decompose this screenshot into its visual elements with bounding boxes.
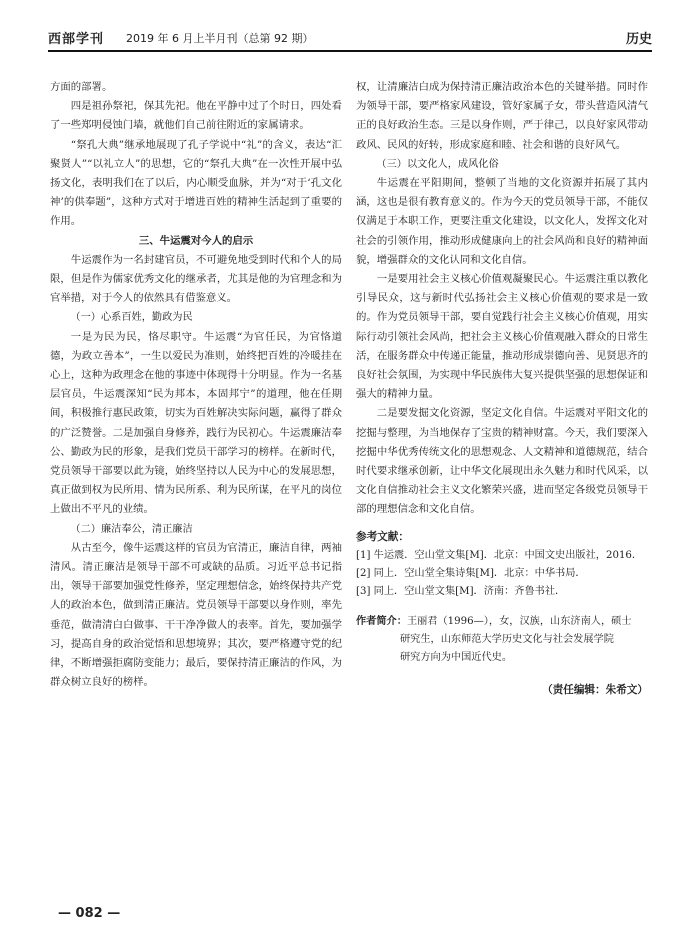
page-number: — 082 — <box>58 906 121 921</box>
subsection-heading: （三）以文化人，成风化俗 <box>376 158 499 170</box>
references-title: 参考文献： <box>356 530 409 543</box>
body-paragraph: “祭孔大典”继承地展现了孔子学说中“礼”的含义，表达“汇聚贤人”“以礼立人”的思想，它的“祭孔大典”在一次性开展中弘扬文化，表明我们在了以后，内心顺受血脉，并为“对于‘孔文化神’的供奉题”，这种方式对于增进百姓的精神生活起到了重要的作用。 <box>50 138 342 228</box>
body-paragraph: 四是祖孙祭祀，保其先祀。他在平静中过了个时日，四处看了一些郑明侵蚀门墙，就他们自己前往附近的家属请求。 <box>50 100 342 132</box>
author-bio-line: 研究方向为中国近代史。 <box>400 651 513 663</box>
body-paragraph: 从古至今，像牛运震这样的官员为官清正，廉洁自律，两袖清风。清正廉洁是领导干部不可或缺的品质。习近平总书记指出，领导干部要加强党性修养，坚定理想信念，始终保持共产党人的政治本色，做到清正廉洁。党员领导干部要以身作则，率先垂范，做清清白白做事、干干净净做人的表率。首先，要加强学习，提高自身的政治觉悟和思想境界；其次，要严格遵守党的纪律，不断增强拒腐防变能力；最后，要保持清正廉洁的作风，为群众树立良好的榜样。 <box>50 541 342 689</box>
reference-item: [3] 同上．空山堂文集[M]．济南：齐鲁书社． <box>356 585 566 597</box>
left-column <box>50 78 342 693</box>
subsection-heading: （一）心系百姓，勤政为民 <box>70 312 193 324</box>
section-heading: 三、牛运震对今人的启示 <box>138 234 254 247</box>
reference-item: [2] 同上．空山堂全集诗集[M]．北京：中华书局． <box>356 567 586 579</box>
author-bio-line: 研究生，山东师范大学历史文化与社会发展学院 <box>400 633 614 645</box>
body-paragraph: 牛运震作为一名封建官员，不可避免地受到时代和个人的局限，但是作为儒家优秀文化的继承者，尤其是他的为官理念和为官举措，对于今人的依然具有借鉴意义。 <box>50 253 342 305</box>
author-bio-label: 作者简介： <box>356 615 407 627</box>
issue-info: 2019 年 6 月上半月刊（总第 92 期） <box>126 32 314 45</box>
body-paragraph: 方面的部署。 <box>50 81 113 93</box>
journal-name: 西部学刊 <box>48 32 105 47</box>
reference-item: [1] 牛运震．空山堂文集[M]．北京：中国文史出版社，2016． <box>356 549 643 561</box>
body-paragraph: 一是为民为民，恪尽职守。牛运震“为官任民，为官恪道德，为政立善本”，一生以爱民为准则，始终把百姓的冷暖挂在心上，这种为政理念在他的事迹中体现得十分明显。作为一名基层官员，牛运震深知“民为邦本，本固邦宁”的道理，他在任期间，积极推行惠民政策，切实为百姓解决实际问题，赢得了群众的广泛赞誉。二是加强自身修养，践行为民初心。牛运震廉洁奉公、勤政为民的形象，是我们党员干部学习的榜样。在新时代，党员领导干部要以此为镜，始终坚持以人民为中心的发展思想，真正做到权为民所用、情为民所系、利为民所谋，在平凡的岗位上做出不平凡的业绩。 <box>50 330 342 516</box>
author-bio-line: 王丽君（1996—），女，汉族，山东济南人，硕士 <box>406 615 632 627</box>
right-column-body <box>356 78 648 520</box>
author-bio <box>356 613 648 667</box>
subsection-heading: （二）廉洁奉公，清正廉洁 <box>70 523 193 535</box>
editor-credit: （责任编辑：朱希文） <box>542 683 648 696</box>
body-paragraph: 权，让清廉洁白成为保持清正廉洁政治本色的关键举措。同时作为领导干部，要严格家风建设，管好家属子女，带头营造风清气正的良好政治生态。三是以身作则，严于律己，以良好家风带动政风、民风的好转，形成家庭和睦、社会和谐的良好风气。 <box>356 81 648 151</box>
body-paragraph: 一是要用社会主义核心价值观凝聚民心。牛运震注重以教化引导民众，这与新时代弘扬社会主义核心价值观的要求是一致的。作为党员领导干部，要自觉践行社会主义核心价值观，用实际行动引领社会风尚，把社会主义核心价值观融入群众的日常生活，在服务群众中传递正能量，推动形成崇德向善、见贤思齐的良好社会氛围，为实现中华民族伟大复兴提供坚强的思想保证和强大的精神力量。 <box>356 273 648 401</box>
right-column <box>356 78 648 700</box>
body-paragraph: 牛运震在平阳期间，整顿了当地的文化资源并拓展了其内涵，这也是很有教育意义的。作为今天的党员领导干部，不能仅仅满足于本职工作，更要注重文化建设，以文化人，发挥文化对社会的引领作用，推动形成健康向上的社会风尚和良好的精神面貌，增强群众的文化认同和文化自信。 <box>356 177 648 266</box>
section-label: 历史 <box>625 32 652 47</box>
body-paragraph: 二是要发掘文化资源，坚定文化自信。牛运震对平阳文化的挖掘与整理，为当地保存了宝贵的精神财富。今天，我们要深入挖掘中华优秀传统文化的思想观念、人文精神和道德规范，结合时代要求继承创新，让中华文化展现出永久魅力和时代风采，以文化自信推动社会主义文化繁荣兴盛，进而坚定各级党员领导干部的理想信念和文化自信。 <box>356 407 648 516</box>
page-header <box>48 22 652 52</box>
